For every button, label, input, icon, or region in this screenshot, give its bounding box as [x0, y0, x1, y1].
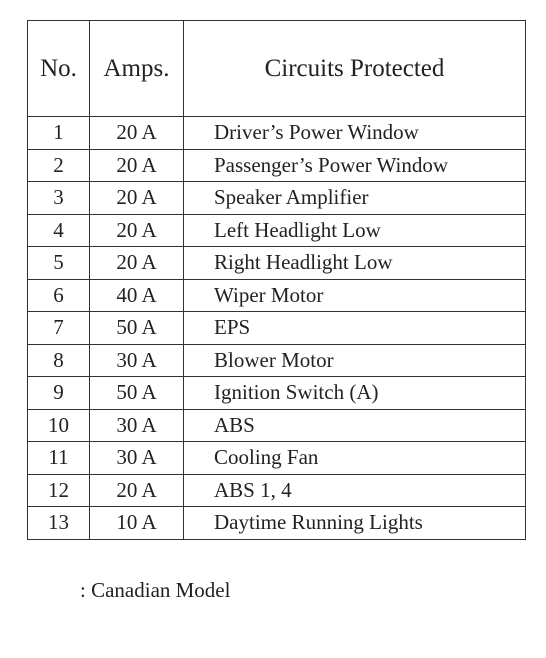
table-row [28, 344, 526, 377]
fuse-number-cell: 12 [28, 474, 90, 507]
table-row [28, 474, 526, 507]
fuse-number-cell: 6 [28, 279, 90, 312]
fuse-amps-cell: 30 A [90, 409, 184, 442]
circuit-protected-cell: ABS [184, 409, 526, 442]
fuse-amps-cell: 30 A [90, 442, 184, 475]
table-row [28, 507, 526, 540]
table-row [28, 409, 526, 442]
circuit-protected-cell: Blower Motor [184, 344, 526, 377]
fuse-amps-cell: 20 A [90, 149, 184, 182]
header-row [28, 21, 526, 117]
circuit-protected-cell: Cooling Fan [184, 442, 526, 475]
table-row [28, 442, 526, 475]
fuse-number-cell: 13 [28, 507, 90, 540]
table-row [28, 279, 526, 312]
fuse-number-cell: 3 [28, 182, 90, 215]
table-row [28, 182, 526, 215]
header-amps: Amps. [90, 21, 184, 117]
table-row [28, 117, 526, 150]
footnote-canadian-model: : Canadian Model [80, 578, 231, 602]
fuse-amps-cell: 50 A [90, 377, 184, 410]
fuse-number-cell: 10 [28, 409, 90, 442]
fuse-number-cell: 9 [28, 377, 90, 410]
table-row [28, 149, 526, 182]
fuse-amps-cell: 20 A [90, 214, 184, 247]
circuit-protected-cell: Ignition Switch (A) [184, 377, 526, 410]
circuit-protected-cell: Driver’s Power Window [184, 117, 526, 150]
fuse-number-cell: 4 [28, 214, 90, 247]
fuse-number-cell: 1 [28, 117, 90, 150]
fuse-amps-cell: 30 A [90, 344, 184, 377]
circuit-protected-cell: Passenger’s Power Window [184, 149, 526, 182]
fuse-amps-cell: 20 A [90, 247, 184, 280]
circuit-protected-cell: Wiper Motor [184, 279, 526, 312]
fuse-number-cell: 11 [28, 442, 90, 475]
fuse-number-cell: 7 [28, 312, 90, 345]
circuit-protected-cell: Daytime Running Lights [184, 507, 526, 540]
header-no: No. [28, 21, 90, 117]
fuse-table-body [28, 117, 526, 540]
table-row [28, 247, 526, 280]
fuse-number-cell: 2 [28, 149, 90, 182]
fuse-amps-cell: 40 A [90, 279, 184, 312]
circuit-protected-cell: Speaker Amplifier [184, 182, 526, 215]
fuse-number-cell: 5 [28, 247, 90, 280]
table-row [28, 377, 526, 410]
fuse-table-header [28, 21, 526, 117]
header-circuits-protected: Circuits Protected [184, 21, 526, 117]
table-row [28, 214, 526, 247]
fuse-amps-cell: 20 A [90, 182, 184, 215]
fuse-amps-cell: 10 A [90, 507, 184, 540]
table-row [28, 312, 526, 345]
fuse-amps-cell: 20 A [90, 117, 184, 150]
fuse-table [27, 20, 526, 540]
fuse-amps-cell: 50 A [90, 312, 184, 345]
circuit-protected-cell: Right Headlight Low [184, 247, 526, 280]
fuse-number-cell: 8 [28, 344, 90, 377]
circuit-protected-cell: Left Headlight Low [184, 214, 526, 247]
circuit-protected-cell: EPS [184, 312, 526, 345]
circuit-protected-cell: ABS 1, 4 [184, 474, 526, 507]
fuse-amps-cell: 20 A [90, 474, 184, 507]
